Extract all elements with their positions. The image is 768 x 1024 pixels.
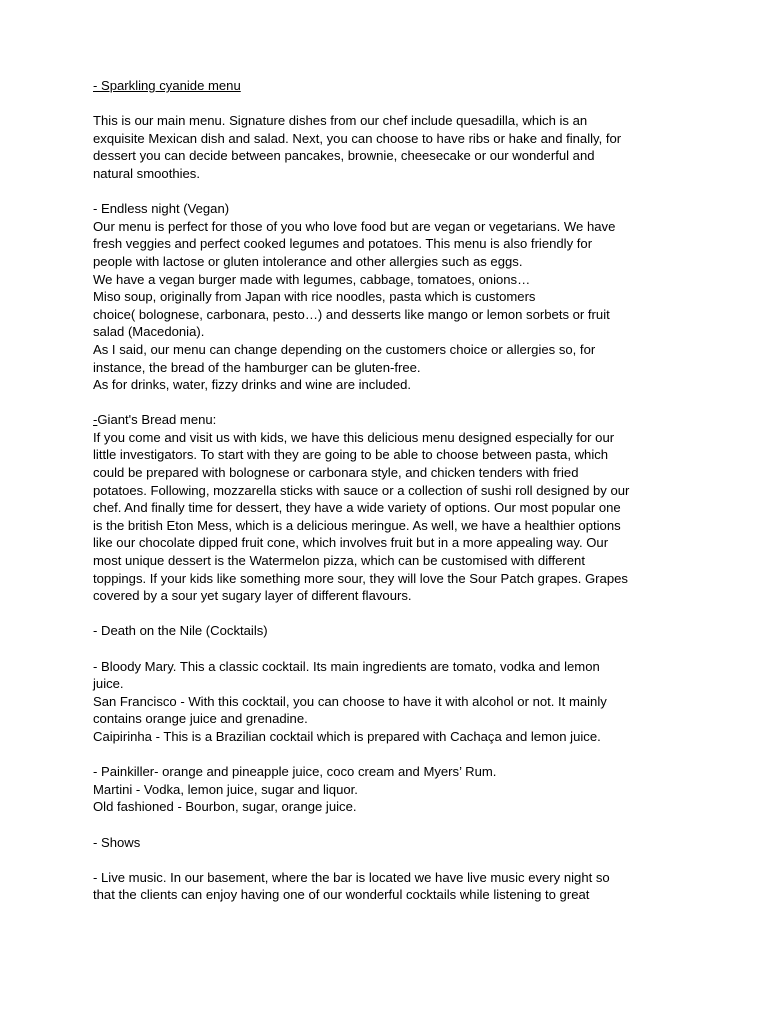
paragraph-line: people with lactose or gluten intolerance and other allergies such as eggs. bbox=[93, 253, 523, 269]
paragraph-line: - Live music. In our basement, where the bar is located we have live music every night so bbox=[93, 869, 610, 885]
paragraph-line: natural smoothies. bbox=[93, 165, 200, 181]
blank-line bbox=[93, 816, 693, 834]
paragraph-line: juice. bbox=[93, 676, 124, 692]
paragraph-line: - Painkiller- orange and pineapple juice, coco cream and Myers’ Rum. bbox=[93, 764, 497, 780]
paragraph-line: This is our main menu. Signature dishes from our chef include quesadilla, which is an bbox=[93, 113, 588, 129]
paragraph-line: Martini - Vodka, lemon juice, sugar and liquor. bbox=[93, 781, 358, 797]
paragraph-line: Miso soup, originally from Japan with rice noodles, pasta which is customers bbox=[93, 289, 536, 305]
paragraph-line: contains orange juice and grenadine. bbox=[93, 711, 308, 727]
paragraph-line: fresh veggies and perfect cooked legumes and potatoes. This menu is also friendly for bbox=[93, 236, 593, 252]
paragraph-line: Old fashioned - Bourbon, sugar, orange juice. bbox=[93, 799, 357, 815]
paragraph-line: toppings. If your kids like something more sour, they will love the Sour Patch grapes. Grapes bbox=[93, 570, 628, 586]
paragraph-line: San Francisco - With this cocktail, you can choose to have it with alcohol or not. It mainly bbox=[93, 693, 607, 709]
blank-line bbox=[93, 95, 693, 113]
paragraph-line: As for drinks, water, fizzy drinks and wine are included. bbox=[93, 377, 412, 393]
paragraph-line: salad (Macedonia). bbox=[93, 324, 205, 340]
blank-line bbox=[93, 394, 693, 412]
blank-line bbox=[93, 605, 693, 623]
paragraph-line: We have a vegan burger made with legumes, cabbage, tomatoes, onions… bbox=[93, 271, 531, 287]
paragraph-line: Our menu is perfect for those of you who love food but are vegan or vegetarians. We have bbox=[93, 218, 616, 234]
blank-line bbox=[93, 640, 693, 658]
paragraph-line: Caipirinha - This is a Brazilian cocktail which is prepared with Cachaça and lemon juice. bbox=[93, 728, 601, 744]
paragraph-line: dessert you can decide between pancakes, brownie, cheesecake or our wonderful and bbox=[93, 148, 595, 164]
section-heading-sparkling-cyanide: - Sparkling cyanide menu bbox=[93, 78, 241, 93]
section-heading-endless-night: - Endless night (Vegan) bbox=[93, 201, 230, 217]
heading-dash: - bbox=[93, 412, 98, 428]
paragraph-line: - Bloody Mary. This a classic cocktail. Its main ingredients are tomato, vodka and lemon bbox=[93, 658, 600, 674]
paragraph-line: covered by a sour yet sugary layer of different flavours. bbox=[93, 588, 412, 604]
heading-text: Giant's Bread menu: bbox=[97, 412, 217, 428]
paragraph-line: little investigators. To start with they are going to be able to choose between pasta, which bbox=[93, 447, 609, 463]
section-heading-giants-bread bbox=[93, 411, 693, 429]
section-heading-shows: - Shows bbox=[93, 834, 141, 850]
paragraph-line: chef. And finally time for dessert, they have a wide variety of options. Our most popular one bbox=[93, 500, 621, 516]
section-heading-death-on-the-nile: - Death on the Nile (Cocktails) bbox=[93, 623, 268, 639]
paragraph-line: instance, the bread of the hamburger can be gluten-free. bbox=[93, 359, 421, 375]
paragraph-line: potatoes. Following, mozzarella sticks with sauce or a collection of sushi roll designed by our bbox=[93, 482, 630, 498]
paragraph-line: If you come and visit us with kids, we have this delicious menu designed especially for our bbox=[93, 429, 615, 445]
paragraph-line: that the clients can enjoy having one of our wonderful cocktails while listening to great bbox=[93, 887, 590, 903]
paragraph-line: is the british Eton Mess, which is a delicious meringue. As well, we have a healthier options bbox=[93, 517, 621, 533]
paragraph-line: like our chocolate dipped fruit cone, which involves fruit but in a more appealing way. Our bbox=[93, 535, 609, 551]
blank-line bbox=[93, 851, 693, 869]
paragraph-line: most unique dessert is the Watermelon pizza, which can be customised with different bbox=[93, 553, 585, 569]
blank-line bbox=[93, 183, 693, 201]
paragraph-line: exquisite Mexican dish and salad. Next, you can choose to have ribs or hake and finally, for bbox=[93, 130, 622, 146]
paragraph-line: choice( bolognese, carbonara, pesto…) and desserts like mango or lemon sorbets or fruit bbox=[93, 306, 610, 322]
paragraph-line: could be prepared with bolognese or carbonara style, and chicken tenders with fried bbox=[93, 465, 579, 481]
paragraph-line: As I said, our menu can change depending on the customers choice or allergies so, for bbox=[93, 341, 596, 357]
document-body bbox=[93, 77, 693, 904]
blank-line bbox=[93, 746, 693, 764]
